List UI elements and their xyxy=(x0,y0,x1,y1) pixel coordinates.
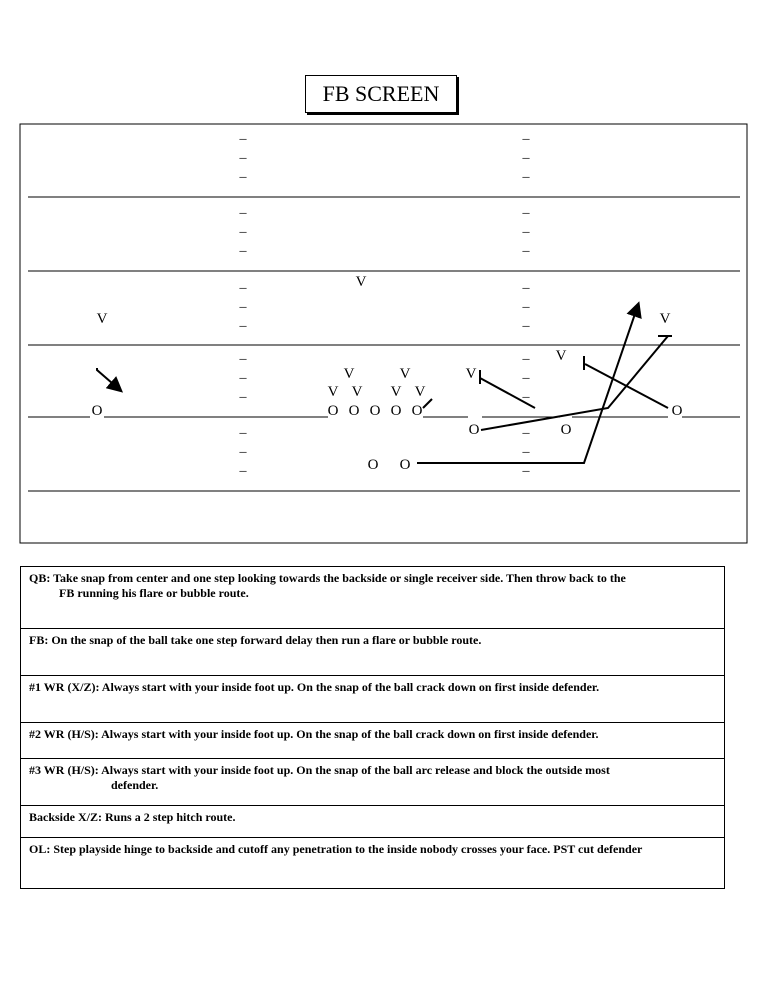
qb-assignment: QB: Take snap from center and one step looking towards the backside or single receiver side. Then throw back to the FB running his flare or bubble route. xyxy=(21,567,724,629)
hash-marks xyxy=(239,127,531,474)
hash-mark: _ xyxy=(239,366,247,381)
offense-symbol: O xyxy=(399,457,411,473)
backside-hitch-route xyxy=(97,368,120,390)
field-border xyxy=(20,124,747,543)
defender-symbol: V xyxy=(465,366,477,382)
hash-mark: _ xyxy=(522,165,530,180)
hash-mark: _ xyxy=(522,314,530,329)
defender-symbol: V xyxy=(414,384,426,400)
hash-mark: _ xyxy=(522,146,530,161)
defender-symbol: V xyxy=(327,384,339,400)
hash-mark: _ xyxy=(239,295,247,310)
hash-mark: _ xyxy=(239,347,247,362)
offense-symbol: O xyxy=(91,403,103,419)
defender-symbol: V xyxy=(96,311,108,327)
hash-mark: _ xyxy=(522,127,530,142)
hash-mark: _ xyxy=(239,127,247,142)
assignments-table xyxy=(20,566,725,889)
defense xyxy=(97,274,671,400)
wr2-assignment: #2 WR (H/S): Always start with your inside foot up. On the snap of the ball crack down on first inside defender. xyxy=(21,723,724,759)
hash-mark: _ xyxy=(239,146,247,161)
hash-mark: _ xyxy=(239,220,247,235)
hash-mark: _ xyxy=(522,366,530,381)
offense-symbol: O xyxy=(671,403,683,419)
hash-mark: _ xyxy=(522,295,530,310)
defender-symbol: V xyxy=(555,348,567,364)
hash-mark: _ xyxy=(239,314,247,329)
defender-symbol: V xyxy=(659,311,671,327)
hash-mark: _ xyxy=(239,421,247,436)
ol-assignment: OL: Step playside hinge to backside and cutoff any penetration to the inside nobody crosses your face. PST cut defender xyxy=(21,838,724,889)
ol-hinge-mark xyxy=(423,399,432,408)
yard-lines xyxy=(28,197,740,491)
wr3-assignment: #3 WR (H/S): Always start with your inside foot up. On the snap of the ball arc release and block the outside most defender. xyxy=(21,759,724,806)
defender-symbol: V xyxy=(343,366,355,382)
offense-symbol: O xyxy=(348,403,360,419)
fb-assignment: FB: On the snap of the ball take one step forward delay then run a flare or bubble route. xyxy=(21,629,724,676)
wr3-block-route xyxy=(585,364,668,408)
hash-mark: _ xyxy=(522,276,530,291)
hash-mark: _ xyxy=(522,421,530,436)
offense xyxy=(92,403,683,473)
hash-mark: _ xyxy=(239,165,247,180)
hash-mark: _ xyxy=(239,440,247,455)
hash-mark: _ xyxy=(522,440,530,455)
defender-symbol: V xyxy=(390,384,402,400)
offense-symbol: O xyxy=(468,422,480,438)
hash-mark: _ xyxy=(522,239,530,254)
hash-mark: _ xyxy=(522,459,530,474)
defender-symbol: V xyxy=(355,274,367,290)
offense-symbol: O xyxy=(390,403,402,419)
defender-symbol: V xyxy=(399,366,411,382)
offense-symbol: O xyxy=(367,457,379,473)
wr1-assignment: #1 WR (X/Z): Always start with your inside foot up. On the snap of the ball crack down on first inside defender. xyxy=(21,676,724,723)
hash-mark: _ xyxy=(239,385,247,400)
hash-mark: _ xyxy=(239,459,247,474)
hash-mark: _ xyxy=(522,385,530,400)
wr1-crack-route xyxy=(481,336,668,430)
offense-symbol: O xyxy=(369,403,381,419)
backside-assignment: Backside X/Z: Runs a 2 step hitch route. xyxy=(21,806,724,838)
hash-mark: _ xyxy=(239,201,247,216)
hash-mark: _ xyxy=(522,347,530,362)
play-title: FB SCREEN xyxy=(305,75,457,113)
hash-mark: _ xyxy=(239,239,247,254)
offense-symbol: O xyxy=(327,403,339,419)
routes xyxy=(97,305,672,463)
hash-mark: _ xyxy=(522,220,530,235)
offense-symbol: O xyxy=(560,422,572,438)
hash-mark: _ xyxy=(522,201,530,216)
hash-mark: _ xyxy=(239,276,247,291)
offense-symbol: O xyxy=(411,403,423,419)
defender-symbol: V xyxy=(351,384,363,400)
